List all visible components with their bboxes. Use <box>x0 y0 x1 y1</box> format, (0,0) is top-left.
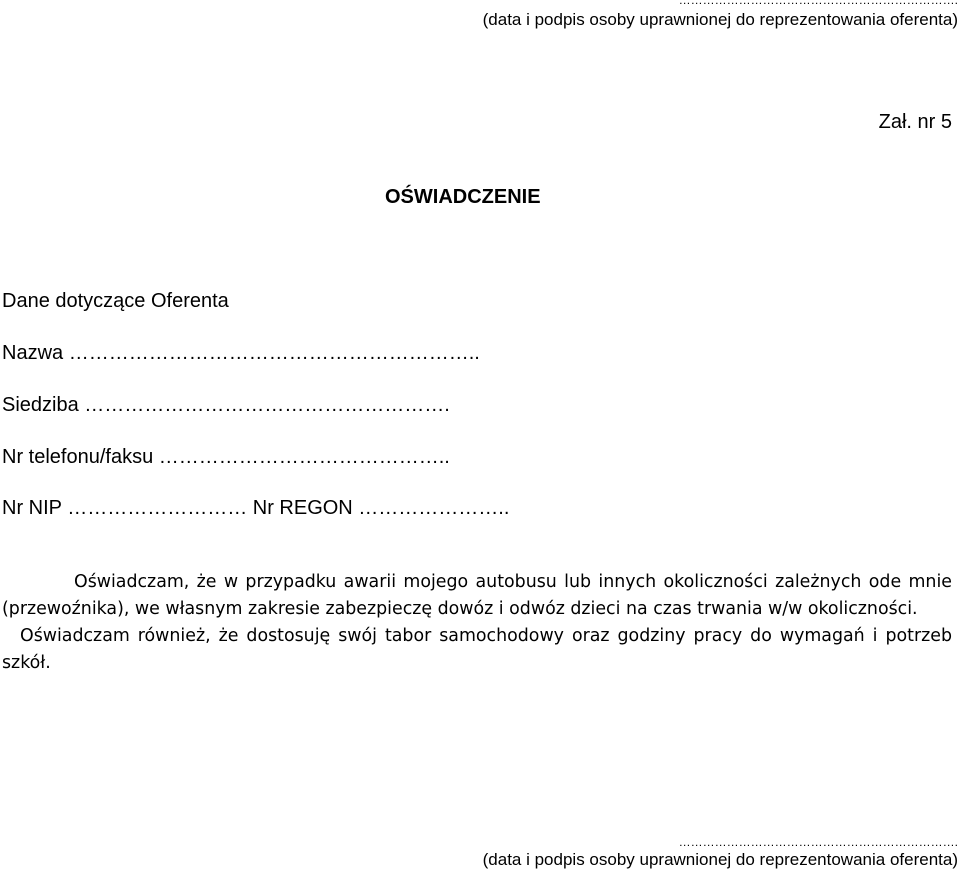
attachment-label: Zał. nr 5 <box>878 111 952 133</box>
statement-body <box>2 569 952 677</box>
statement-paragraph-1: Oświadczam, że w przypadku awarii mojego autobusu lub innych okoliczności zależnych ode mnie (przewoźnika), we własnym zakresie zabezpieczę dowóz i odwóz dzieci na czas trwania w/w okoliczności. <box>2 572 952 619</box>
bottom-signature-dots: ……………………………………………………………. <box>678 835 958 849</box>
contractor-heading: Dane dotyczące Oferenta <box>2 290 229 312</box>
contractor-ids-line: Nr NIP ……………………… Nr REGON ………………….. <box>2 497 510 519</box>
contractor-seat-line: Siedziba ………………………………………………. <box>2 394 450 416</box>
contractor-phone-line: Nr telefonu/faksu …………………………………….. <box>2 446 450 468</box>
statement-paragraph-2: Oświadczam również, że dostosuję swój tabor samochodowy oraz godziny pracy do wymagań i potrzeb szkół. <box>2 626 952 673</box>
page-title: OŚWIADCZENIE <box>385 186 541 208</box>
top-signature-caption: (data i podpis osoby uprawnionej do reprezentowania oferenta) <box>482 10 958 29</box>
bottom-signature-caption: (data i podpis osoby uprawnionej do reprezentowania oferenta) <box>482 850 958 869</box>
contractor-name-line: Nazwa …………………………………………………….. <box>2 342 480 364</box>
top-signature-dots: ……………………………………………………………. <box>678 0 958 7</box>
